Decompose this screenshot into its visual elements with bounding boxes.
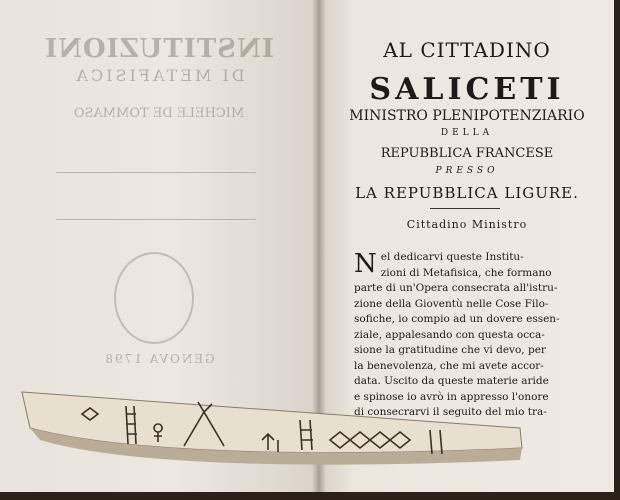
bleed-title: INSTITUZIONI (44, 34, 274, 64)
body-line: el dedicarvi queste Institu- (380, 251, 524, 263)
dedication-della: DELLA (440, 128, 494, 138)
body-line: ziale, appalesando con questa occa- (354, 328, 545, 341)
body-line: parte di un'Opera consecrata all'istru- (354, 282, 558, 294)
dedication-republic: REPUBBLICA FRANCESE (380, 146, 554, 161)
bleed-author: MICHELE DE TOMMASO (73, 106, 245, 121)
dedication-name: SALICETI (369, 72, 565, 107)
bleed-subtitle: DI METAFISICA (73, 66, 245, 85)
body-line: zioni di Metafisica, che formano (380, 266, 552, 279)
dedication-salutation: Cittadino Ministro (406, 218, 528, 231)
drop-cap: N (354, 249, 377, 279)
body-line: sione la gratitudine che vi devo, per (354, 344, 546, 356)
body-line: data. Uscito da queste materie aride (354, 375, 549, 387)
dedication-line1: AL CITTADINO (383, 38, 551, 62)
dedication-title: MINISTRO PLENIPOTENZIARIO (349, 108, 585, 124)
body-line: sofiche, io compio ad un dovere essen- (354, 313, 560, 325)
body-line: zione della Gioventù nelle Cose Filo- (354, 297, 549, 310)
bleed-imprint: GENOVA 1798 (103, 352, 215, 366)
dedication-presso: PRESSO (435, 166, 499, 176)
dedication-ligure: LA REPUBBLICA LIGURE. (355, 184, 579, 202)
body-line: e spinose io avrò in appresso l'onore (354, 390, 549, 403)
body-line: di consecrarvi il seguito del mio tra- (354, 406, 547, 418)
body-line: la benevolenza, che mi avete accor- (354, 359, 544, 372)
